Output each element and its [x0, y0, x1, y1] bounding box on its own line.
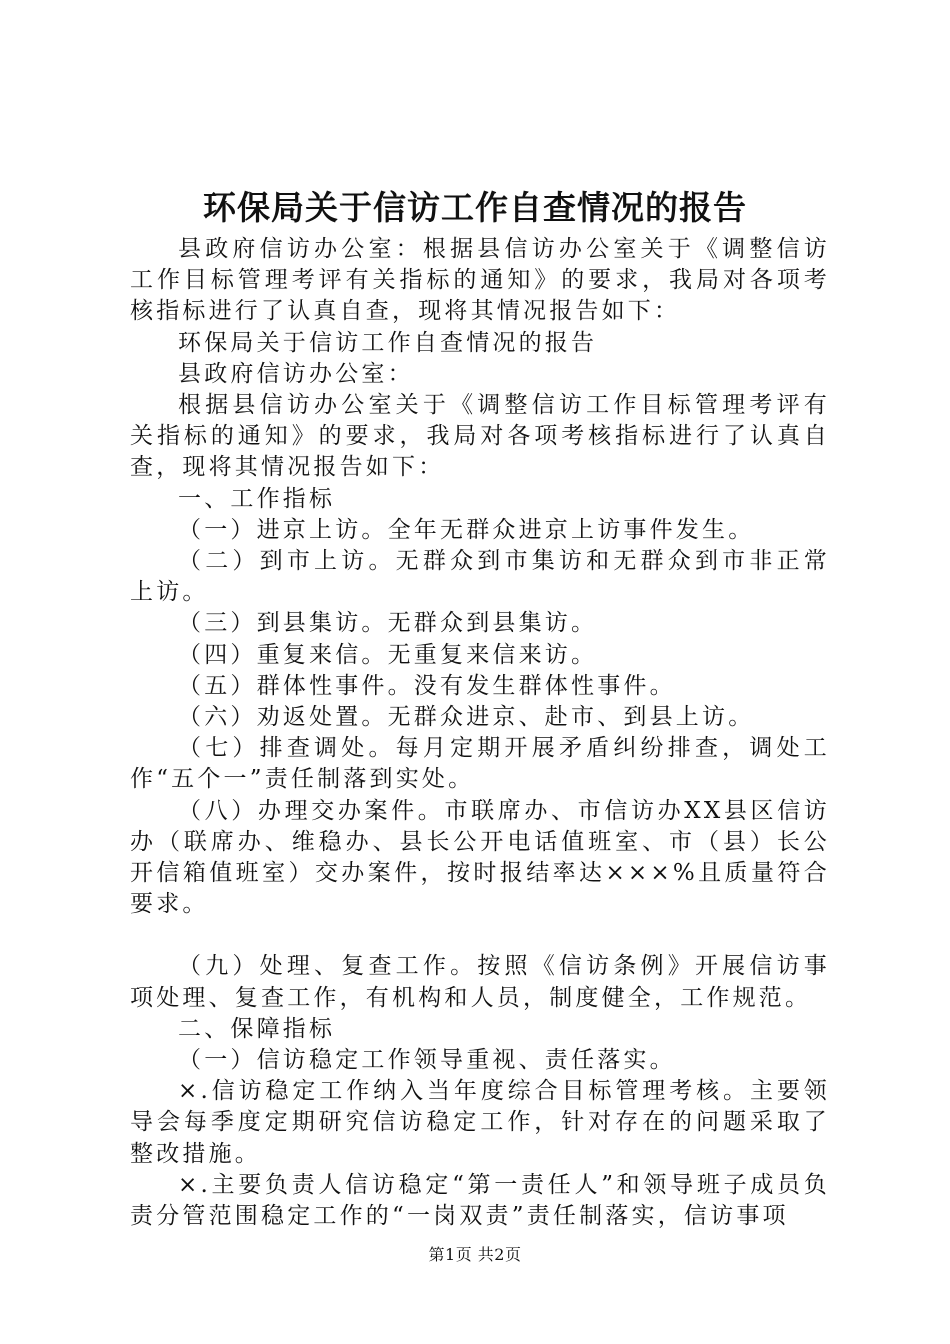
list-item: （八）办理交办案件。市联席办、市信访办XX县区信访办（联席办、维稳办、县长公开电话值班室、市（县）长公开信箱值班室）交办案件，按时报结率达×××%且质量符合要求。 [130, 797, 830, 918]
document-title: 环保局关于信访工作自查情况的报告 [203, 188, 747, 227]
paragraph-basis: 根据县信访办公室关于《调整信访工作目标管理考评有关指标的通知》的要求，我局对各项考核指标进行了认真自查，现将其情况报告如下： [130, 392, 830, 481]
paragraph-repeated-title: 环保局关于信访工作自查情况的报告 [178, 329, 598, 356]
page-footer: 第1页 共2页 [428, 1245, 522, 1264]
document-body [130, 234, 830, 1232]
section-heading-work-indicators: 一、工作指标 [178, 485, 336, 512]
paragraph-intro: 县政府信访办公室：根据县信访办公室关于《调整信访工作目标管理考评有关指标的通知》的要求，我局对各项考核指标进行了认真自查，现将其情况报告如下： [130, 236, 830, 325]
list-item: （九）处理、复查工作。按照《信访条例》开展信访事项处理、复查工作，有机构和人员，制度健全，工作规范。 [130, 953, 830, 1011]
paragraph-addressee: 县政府信访办公室： [178, 360, 414, 387]
section-heading-guarantee-indicators: 二、保障指标 [178, 1015, 336, 1042]
list-item: （六）劝返处置。无群众进京、赴市、到县上访。 [178, 704, 755, 731]
list-item: （四）重复来信。无重复来信来访。 [178, 641, 598, 668]
list-item: （三）到县集访。无群众到县集访。 [178, 610, 598, 637]
list-item: （七）排查调处。每月定期开展矛盾纠纷排查，调处工作“五个一”责任制落到实处。 [130, 735, 830, 793]
list-item: （一）信访稳定工作领导重视、责任落实。 [178, 1047, 676, 1074]
list-item: （二）到市上访。无群众到市集访和无群众到市非正常上访。 [130, 548, 830, 606]
list-item: （五）群体性事件。没有发生群体性事件。 [178, 672, 676, 699]
list-item: （一）进京上访。全年无群众进京上访事件发生。 [178, 516, 755, 543]
list-item: ×.主要负责人信访稳定“第一责任人”和领导班子成员负责分管范围稳定工作的“一岗双责”责任制落实，信访事项 [130, 1171, 830, 1230]
list-item: ×.信访稳定工作纳入当年度综合目标管理考核。主要领导会每季度定期研究信访稳定工作，针对存在的问题采取了整改措施。 [130, 1078, 830, 1167]
